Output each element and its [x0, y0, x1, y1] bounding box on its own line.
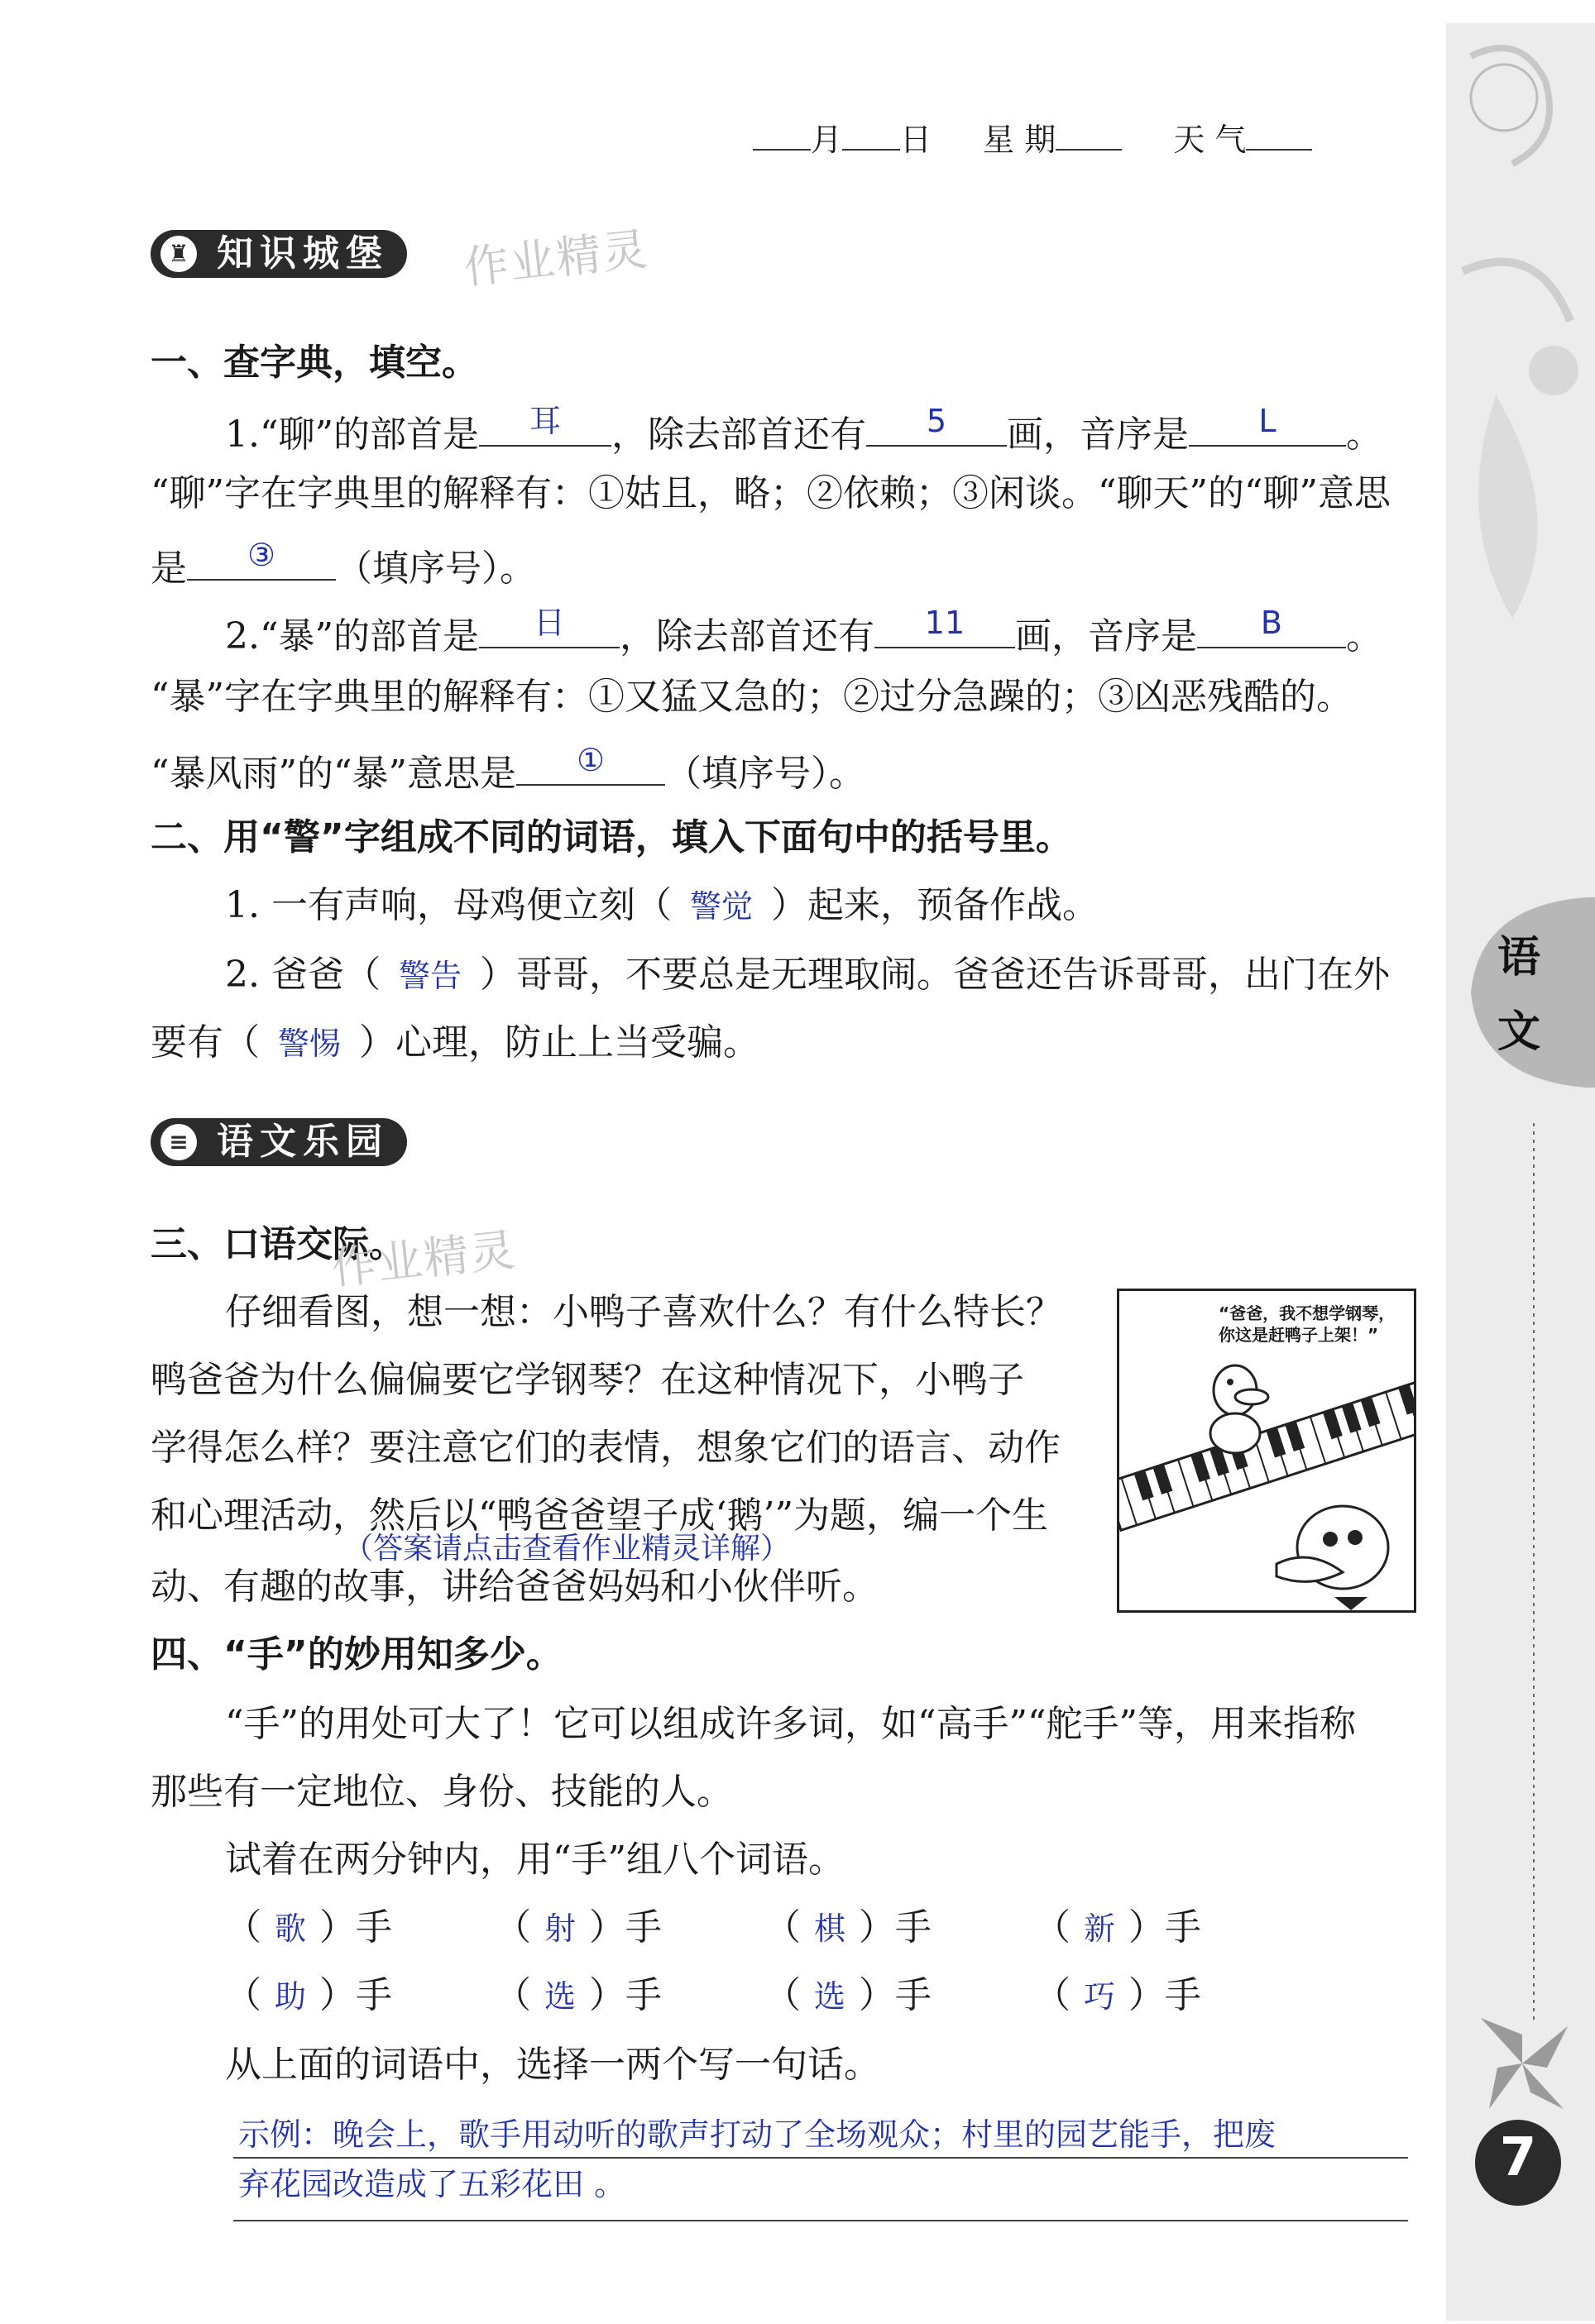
answer-text: L	[1258, 403, 1276, 439]
answer-text: 5	[926, 403, 947, 439]
day-label: 日	[900, 122, 932, 158]
paragraph-line: 从上面的词语中，选择一两个写一句话。	[225, 2044, 880, 2086]
word-cell: （ 射 ）手	[495, 1904, 662, 1953]
subject-tab-char1: 语	[1497, 933, 1541, 983]
answer-blank	[1197, 605, 1346, 648]
answer-text: 射	[544, 1910, 576, 1947]
answer-blank	[1189, 404, 1346, 447]
paragraph-line: “手”的用处可大了！它可以组成许多词，如“高手”“舵手”等，用来指称	[225, 1703, 1356, 1745]
question-text: 画，音序是	[1006, 414, 1189, 456]
answer-text: 警告	[398, 958, 462, 994]
question-line	[225, 882, 1099, 930]
writing-line	[233, 2220, 1408, 2221]
page-number: 7	[1499, 2127, 1537, 2188]
question-text: ）起来，预备作战。	[770, 884, 1099, 926]
question-text: 1. 一有声响，母鸡便立刻（	[225, 884, 672, 926]
answer-text: B	[1260, 605, 1282, 641]
decorative-side-strip	[1446, 23, 1595, 2321]
answer-text: 耳	[529, 403, 561, 439]
caption-line: “爸爸，我不想学钢琴，	[1219, 1303, 1396, 1323]
watermark: 作业精灵	[461, 222, 652, 294]
book-icon: ≡	[160, 1124, 197, 1160]
answer-text: 警觉	[689, 888, 753, 925]
question-text: 2.“暴”的部首是	[225, 615, 479, 658]
answer-blank	[516, 743, 665, 786]
answer-text: ③	[247, 537, 276, 573]
question-line	[225, 951, 1390, 1000]
question-line	[225, 605, 1382, 661]
subject-tab-char2: 文	[1497, 1007, 1541, 1057]
date-header	[753, 116, 1312, 164]
caption-line: 你这是赶鸭子上架！”	[1219, 1325, 1379, 1345]
question-text: 。	[1345, 615, 1382, 658]
paragraph-line: 和心理活动，然后以“鸭爸爸望子成‘鹅’”为题，编一个生	[151, 1494, 1048, 1537]
question-text: ）心理，防止上当受骗。	[359, 1021, 759, 1064]
section-heading: 四、“手”的妙用知多少。	[151, 1633, 563, 1676]
answer-blank	[479, 605, 620, 648]
answer-text: 巧	[1083, 1978, 1115, 2015]
question-line	[151, 538, 536, 593]
duck-piano-icon	[1119, 1291, 1414, 1610]
answer-text: ①	[576, 742, 606, 778]
castle-icon: ♜	[160, 236, 197, 272]
answer-text: 选	[813, 1978, 845, 2015]
question-line	[151, 743, 865, 798]
answer-text: 助	[274, 1978, 306, 2015]
question-text: “暴风雨”的“暴”意思是	[151, 753, 516, 795]
answer-blank	[874, 605, 1015, 648]
subject-tab	[1446, 897, 1595, 1088]
answer-text: 新	[1083, 1910, 1115, 1947]
word-cell: （ 选 ）手	[764, 1972, 932, 2020]
paragraph-line: 动、有趣的故事，讲给爸爸妈妈和小伙伴听。	[151, 1566, 879, 1608]
section-banner-knowledge	[151, 230, 407, 278]
answer-text: 警惕	[277, 1026, 341, 1062]
question-text: ，除去部首还有	[619, 615, 874, 658]
answer-text: 日	[533, 605, 565, 641]
paragraph-line: 那些有一定地位、身份、技能的人。	[151, 1771, 733, 1813]
paragraph-line: 鸭爸爸为什么偏偏要它学钢琴？在这种情况下，小鸭子	[151, 1359, 1024, 1401]
weather-label: 天 气	[1173, 122, 1247, 158]
paragraph-line: 仔细看图，想一想：小鸭子喜欢什么？有什么特长？	[225, 1291, 1062, 1333]
example-answer-line: 弃花园改造成了五彩花田 。	[238, 2166, 626, 2202]
question-line	[151, 1019, 759, 1068]
question-text: 。	[1345, 414, 1382, 456]
question-text: ）哥哥，不要总是无理取闹。爸爸还告诉哥哥，出门在外	[479, 954, 1390, 996]
question-text: （填序号）。	[336, 548, 536, 590]
month-label: 月	[811, 122, 843, 158]
answer-text: 11	[924, 605, 965, 641]
pinwheel-icon	[1464, 2001, 1580, 2126]
section-heading: 三、口语交际。	[151, 1223, 405, 1265]
word-cell: （ 助 ）手	[225, 1972, 392, 2020]
word-cell: （ 新 ）手	[1034, 1904, 1201, 1953]
answer-text: 选	[544, 1978, 576, 2015]
section-heading: 一、查字典，填空。	[151, 342, 478, 384]
question-line	[225, 404, 1382, 459]
answer-blank	[866, 404, 1007, 447]
question-text: 1.“聊”的部首是	[225, 414, 479, 456]
answer-note: （答案请点击查看作业精灵详解）	[343, 1532, 791, 1566]
cartoon-illustration	[1117, 1289, 1416, 1613]
example-answer-line: 示例：晚会上，歌手用动听的歌声打动了全场观众；村里的园艺能手，把废	[238, 2116, 1276, 2153]
question-text: “暴”字在字典里的解释有：①又猛又急的；②过分急躁的；③凶恶残酷的。	[151, 676, 1353, 718]
banner-title: 知识城堡	[217, 232, 389, 275]
answer-text: 歌	[274, 1910, 306, 1947]
answer-text: 棋	[813, 1910, 845, 1947]
question-text: （填序号）。	[664, 753, 865, 795]
banner-title: 语文乐园	[217, 1121, 389, 1163]
question-text: 画，音序是	[1014, 615, 1197, 658]
section-heading: 二、用“警”字组成不同的词语，填入下面句中的括号里。	[151, 816, 1072, 858]
answer-blank	[187, 538, 336, 581]
paragraph-line: 学得怎么样？要注意它们的表情，想象它们的语言、动作	[151, 1427, 1061, 1469]
question-text: 要有（	[151, 1021, 260, 1064]
paragraph-line: 试着在两分钟内，用“手”组八个词语。	[225, 1839, 845, 1881]
question-text: 是	[151, 548, 187, 590]
writing-line	[233, 2157, 1408, 2159]
decorative-swirl-icon	[1446, 23, 1595, 2321]
question-text: ，除去部首还有	[611, 414, 866, 456]
page-number-badge	[1473, 2117, 1564, 2208]
question-text: 2. 爸爸（	[225, 954, 381, 996]
word-cell: （ 巧 ）手	[1034, 1972, 1201, 2020]
weekday-label: 星 期	[983, 122, 1056, 158]
watermark: 作业精灵	[328, 1223, 520, 1295]
section-banner-chinese-park	[151, 1118, 407, 1166]
answer-blank	[479, 404, 611, 447]
word-cell: （ 选 ）手	[495, 1972, 662, 2020]
word-cell: （ 棋 ）手	[764, 1904, 932, 1953]
question-text: “聊”字在字典里的解释有：①姑且，略；②依赖；③闲谈。“聊天”的“聊”意思	[151, 472, 1391, 514]
word-cell: （ 歌 ）手	[225, 1904, 392, 1953]
